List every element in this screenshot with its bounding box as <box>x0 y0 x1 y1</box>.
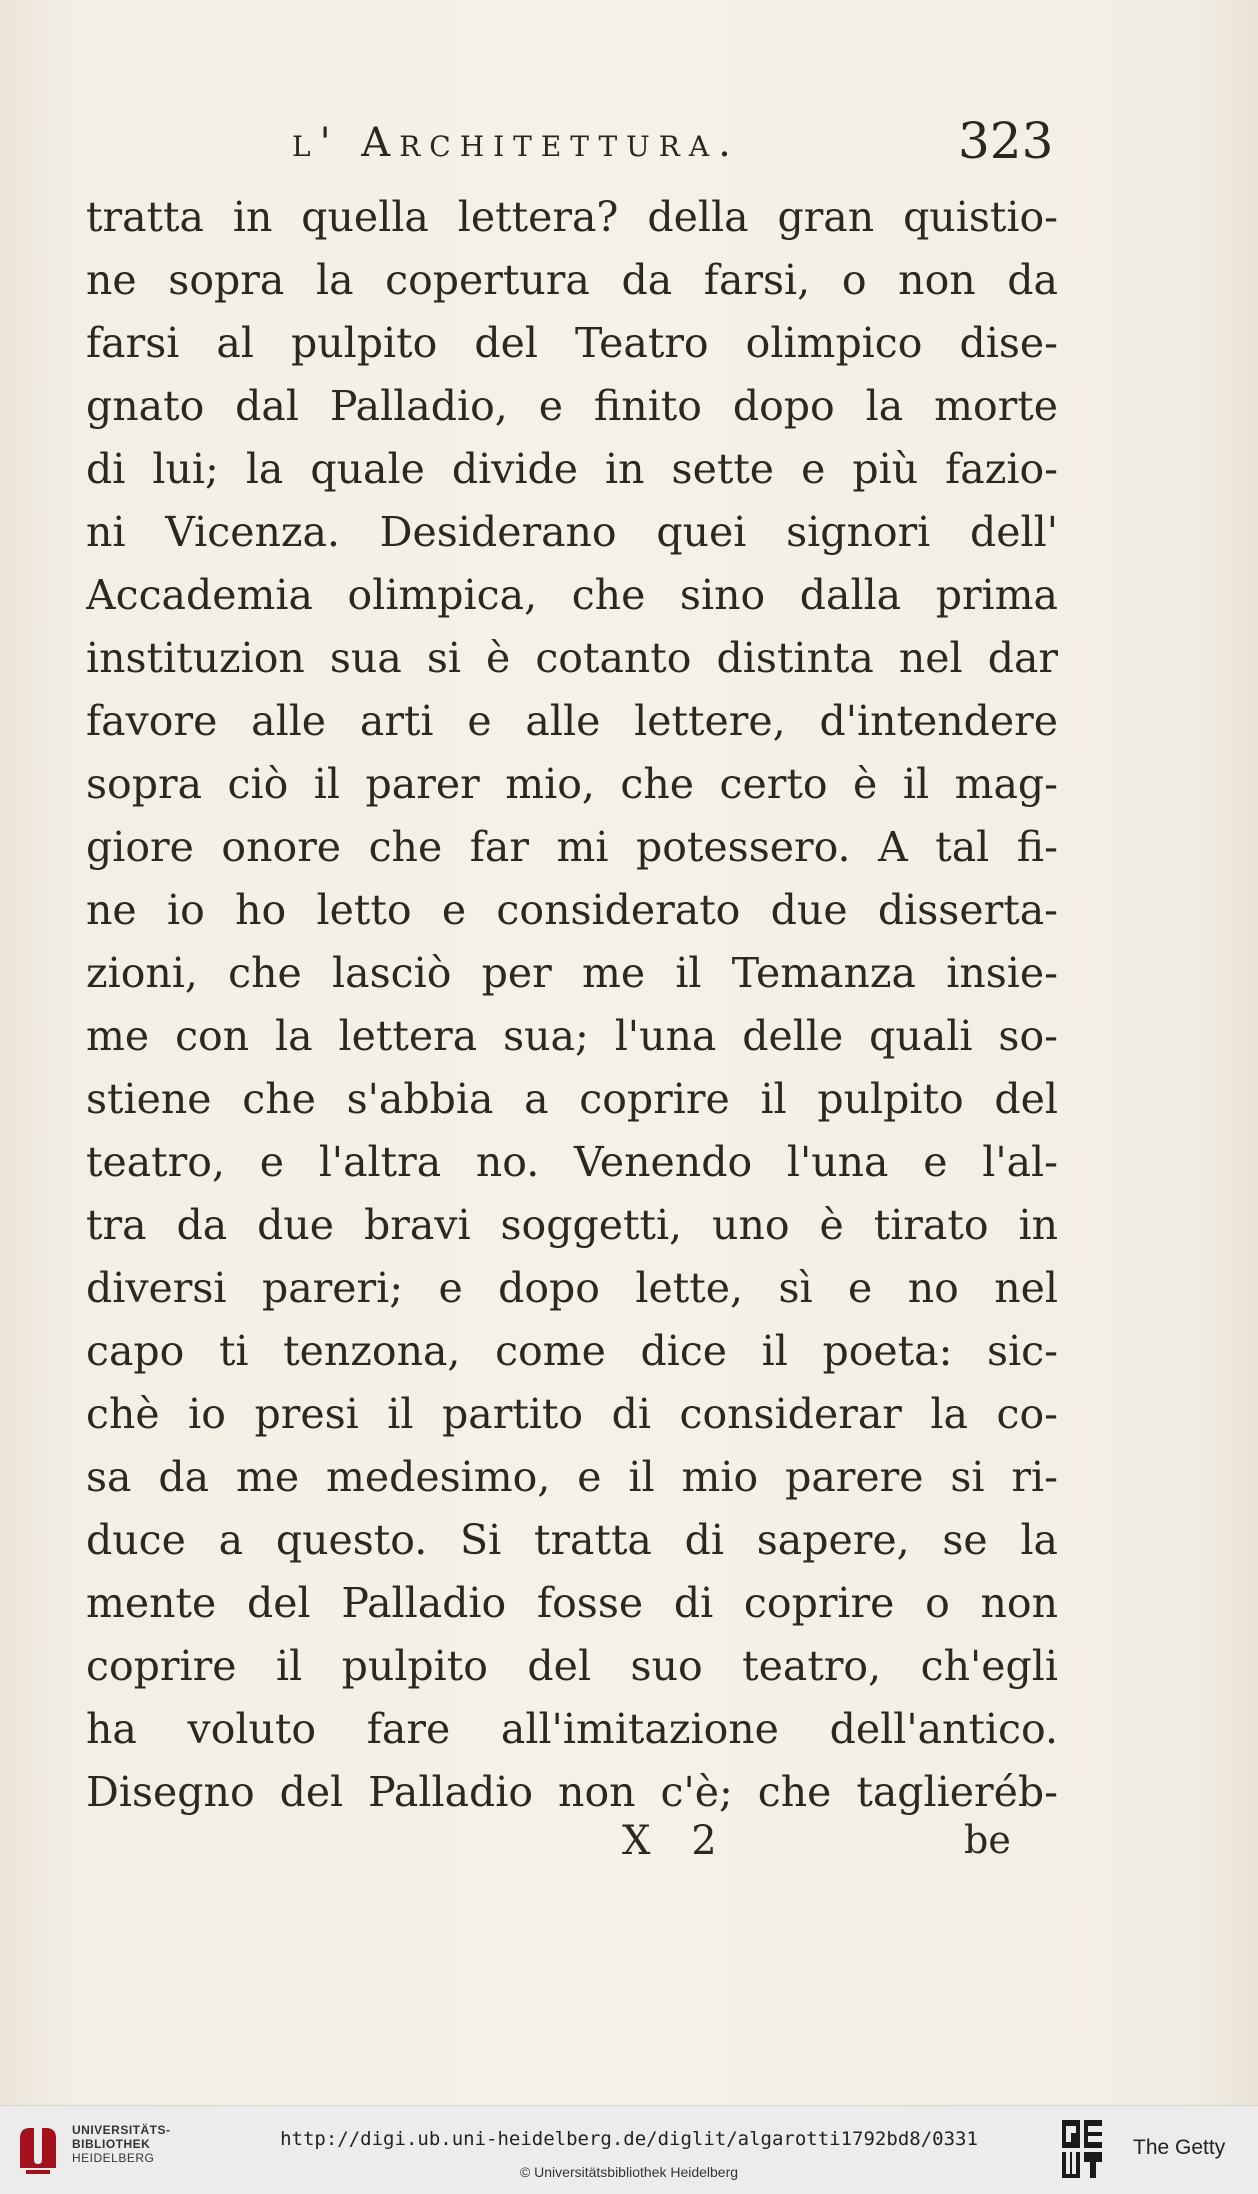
text-line: zioni, che lasciò per me il Temanza insie- <box>86 949 1058 997</box>
text-line: ha voluto fare all'imitazione dell'antico. <box>86 1705 1058 1753</box>
text-line: Accademia olimpica, che sino dalla prima <box>86 571 1058 619</box>
running-title: l' Architettura. <box>292 120 740 166</box>
text-line: mente del Palladio fosse di coprire o non <box>86 1579 1058 1627</box>
text-line: ni Vicenza. Desiderano quei signori dell' <box>86 508 1058 556</box>
library-name-line: UNIVERSITÄTS- <box>72 2123 171 2137</box>
page-header <box>0 112 1258 172</box>
catchline <box>0 1818 1258 1878</box>
page-number: 323 <box>958 112 1054 170</box>
partner-name: The Getty <box>1133 2136 1226 2159</box>
catchword: be <box>964 1818 1011 1862</box>
copyright-notice: © Universitätsbibliothek Heidelberg <box>519 2164 739 2180</box>
text-line: farsi al pulpito del Teatro olimpico dise- <box>86 319 1058 367</box>
text-line: coprire il pulpito del suo teatro, ch'egli <box>86 1642 1058 1690</box>
text-line: me con la lettera sua; l'una delle quali so- <box>86 1012 1058 1060</box>
text-line: tratta in quella lettera? della gran quistio- <box>86 193 1058 241</box>
text-line: sopra ciò il parer mio, che certo è il mag- <box>86 760 1058 808</box>
text-line: ne sopra la copertura da farsi, o non da <box>86 256 1058 304</box>
text-line: giore onore che far mi potessero. A tal fi- <box>86 823 1058 871</box>
text-line: ne io ho letto e considerato due disserta- <box>86 886 1058 934</box>
text-line: gnato dal Palladio, e finito dopo la morte <box>86 382 1058 430</box>
permalink-url[interactable]: http://digi.ub.uni-heidelberg.de/diglit/algarotti1792bd8/0331 <box>280 2128 978 2150</box>
text-line: chè io presi il partito di considerar la co- <box>86 1390 1058 1438</box>
text-line: di lui; la quale divide in sette e più fazio- <box>86 445 1058 493</box>
signature-mark: X 2 <box>622 1818 731 1864</box>
getty-logo-icon <box>1060 2118 1104 2180</box>
text-line: instituzion sua si è cotanto distinta nel dar <box>86 634 1058 682</box>
text-line: capo ti tenzona, come dice il poeta: sic- <box>86 1327 1058 1375</box>
text-line: stiene che s'abbia a coprire il pulpito del <box>86 1075 1058 1123</box>
text-line: favore alle arti e alle lettere, d'intendere <box>86 697 1058 745</box>
library-name-line: HEIDELBERG <box>72 2151 155 2165</box>
library-name-line: BIBLIOTHEK <box>72 2137 151 2151</box>
body-text <box>86 186 1058 1824</box>
text-line: teatro, e l'altra no. Venendo l'una e l'al- <box>86 1138 1058 1186</box>
viewer-footer <box>0 2105 1258 2194</box>
text-line: tra da due bravi soggetti, uno è tirato in <box>86 1201 1058 1249</box>
text-line: duce a questo. Si tratta di sapere, se la <box>86 1516 1058 1564</box>
text-line: diversi pareri; e dopo lette, sì e no nel <box>86 1264 1058 1312</box>
text-line: sa da me medesimo, e il mio parere si ri- <box>86 1453 1058 1501</box>
text-line: Disegno del Palladio non c'è; che taglieréb- <box>86 1768 1058 1816</box>
